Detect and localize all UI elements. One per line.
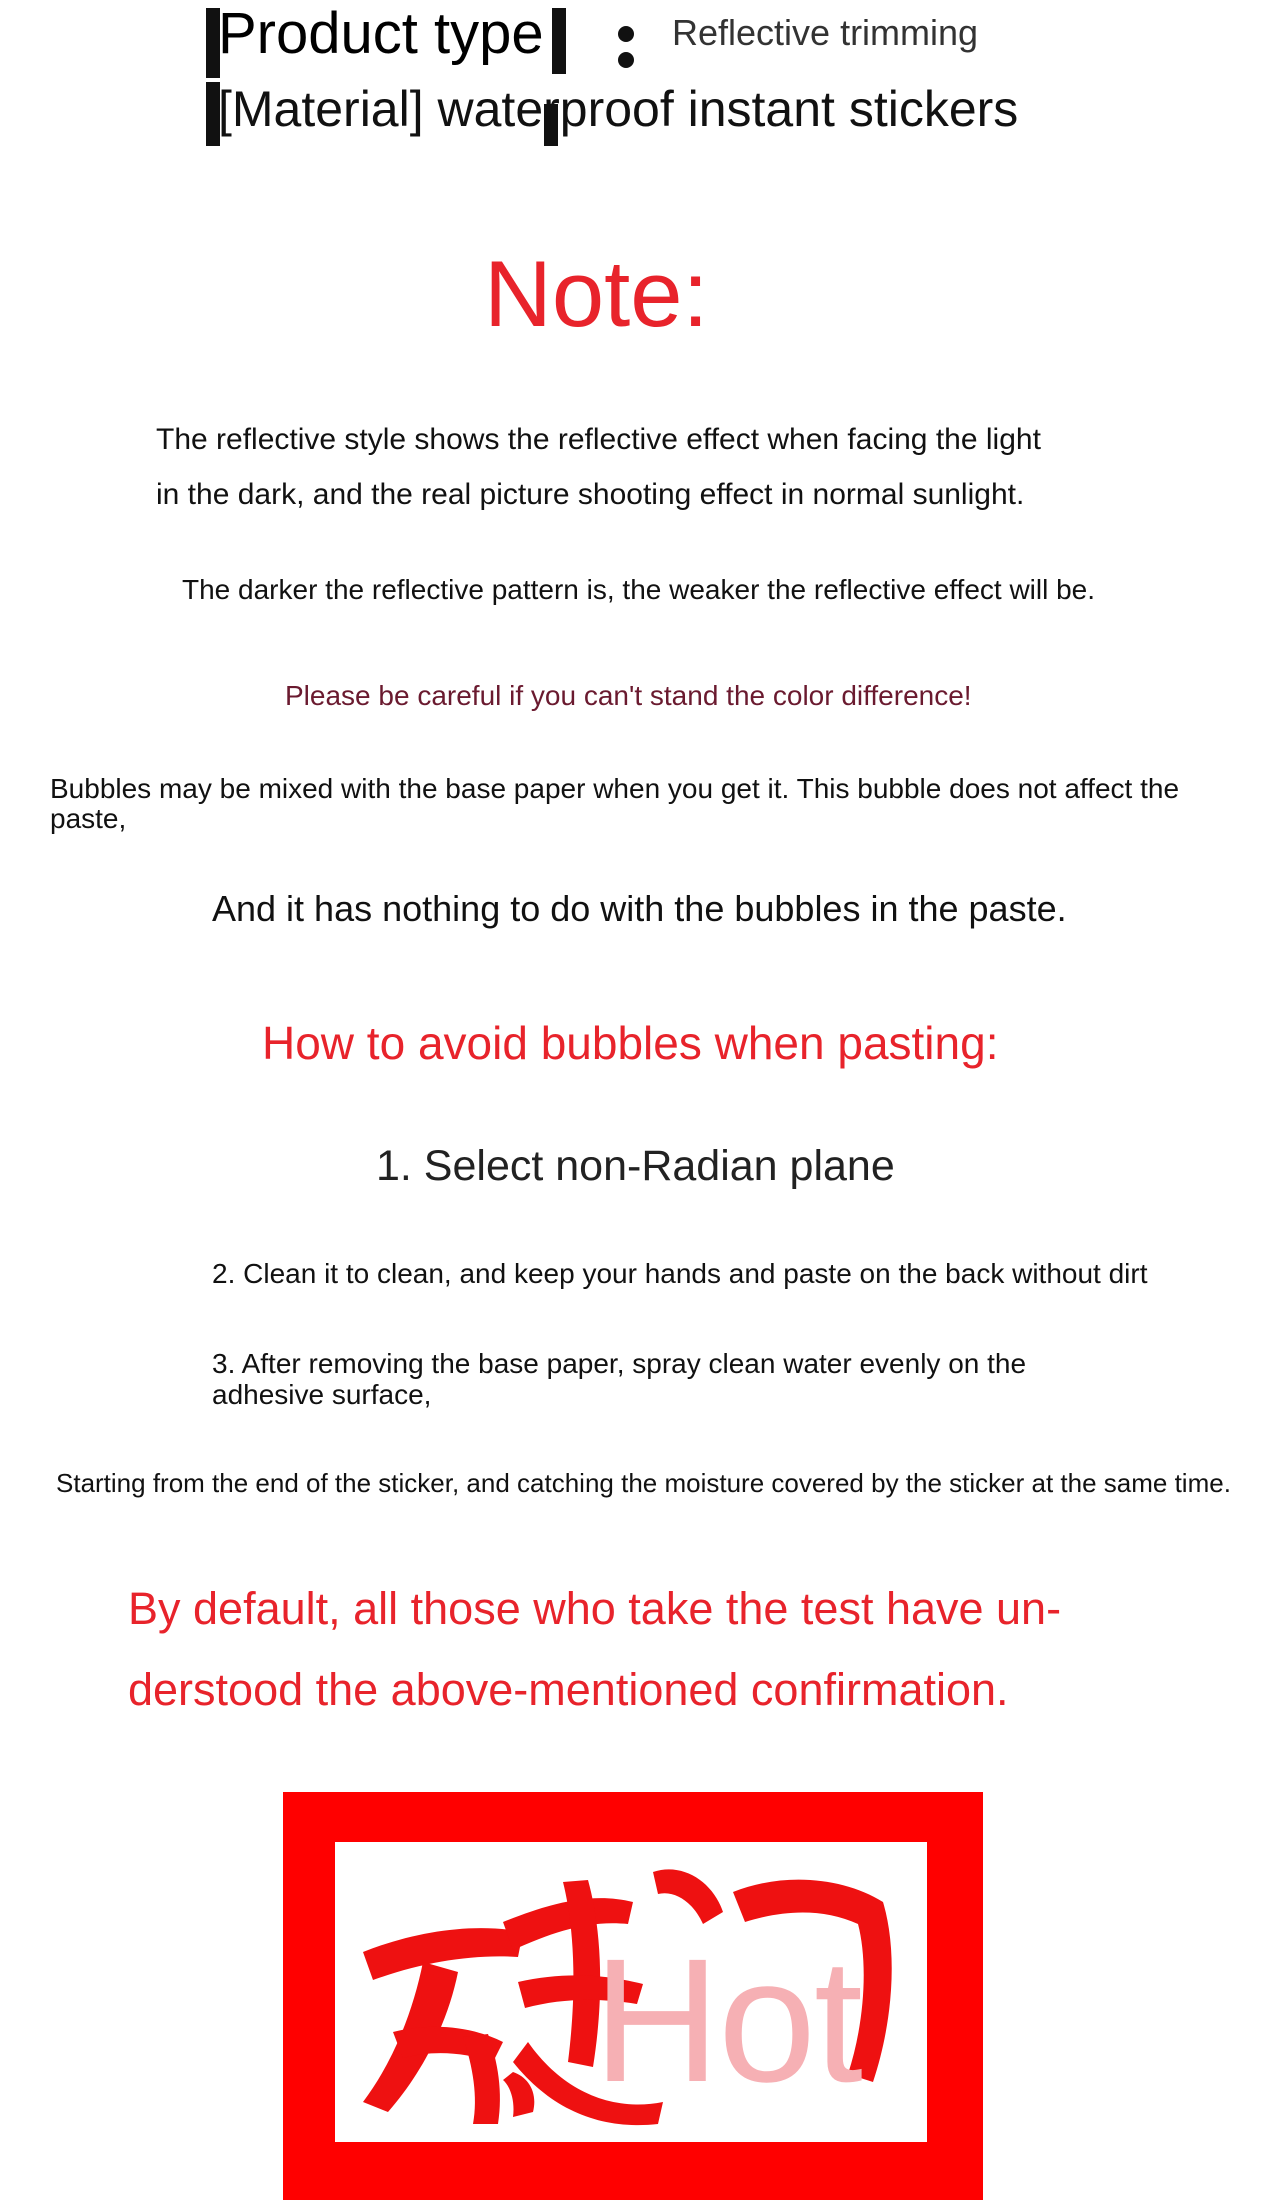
bracket-right-top	[552, 8, 566, 74]
colon-separator	[608, 24, 648, 84]
material-line: [Material] waterproof instant stickers	[218, 81, 1019, 137]
note-paragraph-2: The darker the reflective pattern is, the weaker the reflective effect will be.	[182, 574, 1096, 605]
howto-step-3: 3. After removing the base paper, spray clean water evenly on the adhesive surface,	[212, 1348, 1027, 1410]
note-paragraph-1-line-2: in the dark, and the real picture shooting effect in normal sunlight.	[156, 478, 1025, 511]
howto-step-2: 2. Clean it to clean, and keep your hands and paste on the back without dirt	[212, 1258, 1148, 1289]
note-paragraph-1	[156, 412, 1041, 522]
note-paragraph-bubbles: Bubbles may be mixed with the base paper when you get it. This bubble does not affect the paste,	[50, 773, 1180, 834]
confirmation-warning-line-1: By default, all those who take the test have un-	[128, 1583, 1062, 1634]
howto-title: How to avoid bubbles when pasting:	[262, 1017, 999, 1069]
product-type-label: Product type	[218, 1, 544, 66]
color-difference-warning: Please be careful if you can't stand the color difference!	[285, 680, 972, 711]
howto-step-4: Starting from the end of the sticker, and catching the moisture covered by the sticker at the same time.	[56, 1468, 1231, 1498]
note-title: Note:	[484, 241, 709, 346]
note-paragraph-1-line-1: The reflective style shows the reflective effect when facing the light	[156, 423, 1041, 456]
hot-word: Hot	[593, 1923, 861, 2119]
hot-banner-inner	[335, 1842, 927, 2142]
note-paragraph-bubbles-2: And it has nothing to do with the bubbles in the paste.	[212, 888, 1067, 929]
confirmation-warning-line-2: derstood the above-mentioned confirmation.	[128, 1664, 1009, 1715]
product-type-value: Reflective trimming	[672, 12, 979, 53]
howto-step-1: 1. Select non-Radian plane	[376, 1142, 895, 1190]
hot-banner	[283, 1792, 983, 2200]
confirmation-warning	[128, 1568, 1148, 1730]
